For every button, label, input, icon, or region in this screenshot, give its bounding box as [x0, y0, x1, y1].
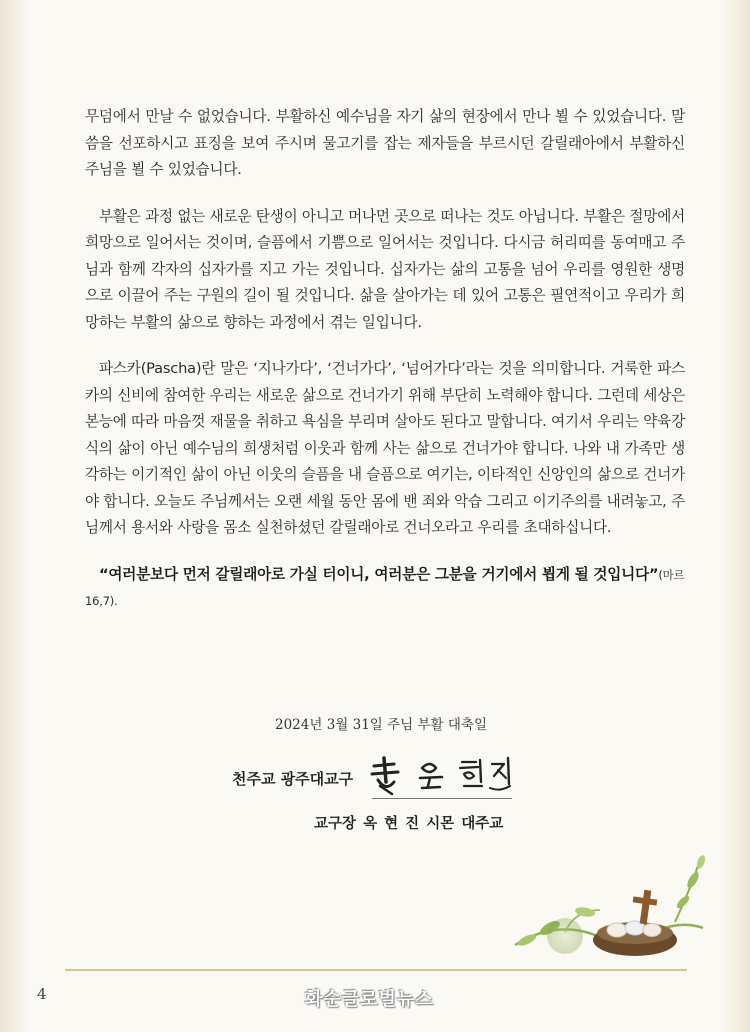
- quote-text: “여러분보다 먼저 갈릴래아로 가실 터이니, 여러분은 그분을 거기에서 뵙게 될 것입니다”: [99, 565, 659, 583]
- scripture-quote: [85, 562, 685, 615]
- letter-body: [85, 104, 685, 615]
- signature-underline: [372, 798, 512, 799]
- paragraph-2: 부활은 과정 없는 새로운 탄생이 아니고 머나먼 곳으로 떠나는 것도 아닙니다. 부활은 절망에서 희망으로 일어서는 것이며, 슬픔에서 기쁨으로 일어서는 것입니다. 다시금 허리띠를 동여매고 주님과 함께 각자의 십자가를 지고 가는 것입니다. 십자가는 삶의 고통을 넘어 우리를 영원한 생명으로 이끌어 주는 구원의 길이 될 것입니다. 삶을 살아가는 데 있어 고통은 필연적이고 우리가 희망하는 부활의 삶으로 향하는 과정에서 겪는 일입니다.: [85, 207, 685, 331]
- signature-organization: 천주교 광주대교구: [232, 770, 354, 788]
- signature-block: [232, 760, 532, 840]
- signature-title: 교구장 옥 현 진 시몬 대주교: [314, 816, 504, 832]
- paragraph-3: 파스카(Pascha)란 말은 ‘지나가다’, ‘건너가다’, ‘넘어가다’라는 것을 의미합니다. 거룩한 파스카의 신비에 참여한 우리는 새로운 삶으로 건너가기 위해 부단히 노력해야 합니다. 그런데 세상은 본능에 따라 마음껏 재물을 취하고 욕심을 부리며 살아도 된다고 말합니다. 여기서 우리는 약육강식의 삶이 아닌 예수님의 희생처럼 이웃과 함께 사는 삶으로 건너가야 합니다. 나와 내 가족만 생각하는 이기적인 삶이 아닌 이웃의 슬픔을 내 슬픔으로 여기는, 이타적인 신앙인의 삶으로 건너가야 합니다. 오늘도 주님께서는 오랜 세월 동안 몸에 밴 죄와 악습 그리고 이기주의를 내려놓고, 주님께서 용서와 사랑을 몸소 실천하셨던 갈릴래아로 건너오라고 우리를 초대하십니다.: [85, 360, 685, 536]
- handwritten-signature: [364, 752, 514, 800]
- quote-reference: (마르 16,7).: [85, 567, 685, 608]
- watermark-text: 화순글로벌뉴스: [305, 989, 434, 1010]
- paragraph-1: 무덤에서 만날 수 없었습니다. 부활하신 예수님을 자기 삶의 현장에서 만나 뵐 수 있었습니다. 말씀을 선포하시고 표징을 보여 주시며 물고기를 잡는 제자들을 부르시던 갈릴래아에서 부활하신 주님을 뵐 수 있었습니다.: [85, 108, 685, 178]
- page-number: 4: [37, 985, 47, 1003]
- letter-date: 2024년 3월 31일 주님 부활 대축일: [275, 717, 487, 733]
- cross-and-leaves-illustration: [505, 840, 710, 970]
- footer-divider: [65, 969, 687, 971]
